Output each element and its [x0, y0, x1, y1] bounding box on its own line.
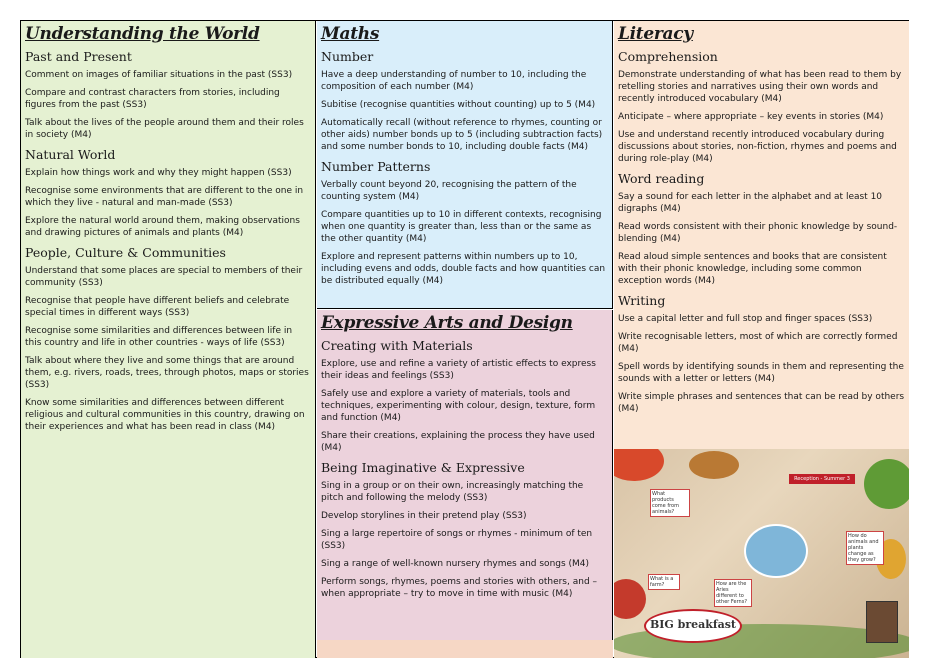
section-heading: Creating with Materials — [321, 338, 473, 353]
panel-title: Maths — [321, 24, 380, 44]
list-item: Spell words by identifying sounds in them and representing the sounds with a letter or letters (M4) — [618, 362, 904, 384]
section-heading: Being Imaginative & Expressive — [321, 460, 525, 475]
list-item: Sing a range of well-known nursery rhymes and songs (M4) — [321, 559, 590, 569]
list-item: Compare and contrast characters from stories, including figures from the past (SS3) — [25, 88, 280, 110]
list-item: Anticipate – where appropriate – key events in stories (M4) — [618, 112, 884, 122]
list-item: Read words consistent with their phonic knowledge by sound-blending (M4) — [618, 222, 898, 244]
topic-mindmap-image — [614, 449, 909, 658]
panel-title: Expressive Arts and Design — [321, 313, 573, 333]
section-heading: Word reading — [618, 171, 705, 186]
list-item: Subitise (recognise quantities without counting) up to 5 (M4) — [321, 100, 596, 110]
list-item: Have a deep understanding of number to 10, including the composition of each number (M4) — [321, 70, 587, 92]
list-item: Know some similarities and differences between different religious and cultural communities in this country, drawing on their experiences and what has been read in class (M4) — [25, 398, 305, 432]
section-heading: Comprehension — [618, 49, 718, 64]
maths-panel — [317, 21, 613, 309]
tomato-decoration — [614, 579, 646, 619]
list-item: Automatically recall (without reference to rhymes, counting or other aids) number bonds up to 5 (including subtraction facts) and some number bonds to 10, including double facts (M4) — [321, 118, 603, 152]
list-item: Recognise that people have different beliefs and celebrate special times in different ways (SS3) — [25, 296, 290, 318]
question-note: How are the Aries different to other Ferns? — [714, 579, 752, 607]
section-heading: Writing — [618, 293, 666, 308]
list-item: Use and understand recently introduced vocabulary during discussions about stories, non-fiction, rhymes and poems and during role-play (M4) — [618, 130, 897, 164]
topic-banner: Reception - Summer 3 — [789, 474, 855, 484]
panel-title: Literacy — [618, 24, 693, 44]
big-breakfast-logo: BIG breakfast — [644, 609, 742, 643]
list-item: Safely use and explore a variety of materials, tools and techniques, experimenting with colour, design, texture, form and function (M4) — [321, 389, 596, 423]
section-heading: Past and Present — [25, 49, 132, 64]
farm-circle-decoration — [744, 524, 808, 578]
section-heading: Natural World — [25, 147, 116, 162]
list-item: Recognise some similarities and differences between life in this country and life in other countries - ways of life (SS3) — [25, 326, 293, 348]
understanding-the-world-panel — [21, 21, 316, 658]
portrait-photo — [866, 601, 898, 643]
list-item: Explain how things work and why they might happen (SS3) — [25, 168, 292, 178]
list-item: Talk about where they live and some things that are around them, e.g. rivers, roads, trees, through photos, maps or stories (SS3) — [25, 356, 309, 390]
list-item: Verbally count beyond 20, recognising the pattern of the counting system (M4) — [321, 180, 577, 202]
list-item: Explore, use and refine a variety of artistic effects to express their ideas and feelings (SS3) — [321, 359, 596, 381]
panel-title: Understanding the World — [25, 24, 260, 44]
list-item: Explore the natural world around them, making observations and drawing pictures of animals and plants (M4) — [25, 216, 300, 238]
question-note: How do animals and plants change as they grow? — [846, 531, 884, 565]
leaf-decoration — [864, 459, 909, 509]
panel-footer-strip — [317, 640, 613, 658]
section-heading: Number — [321, 49, 374, 64]
list-item: Demonstrate understanding of what has been read to them by retelling stories and narratives using their own words and recently introduced vocabulary (M4) — [618, 70, 902, 104]
list-item: Write recognisable letters, most of which are correctly formed (M4) — [618, 332, 898, 354]
question-note: What is a farm? — [648, 574, 680, 590]
list-item: Say a sound for each letter in the alphabet and at least 10 digraphs (M4) — [618, 192, 883, 214]
list-item: Talk about the lives of the people around them and their roles in society (M4) — [25, 118, 304, 140]
list-item: Read aloud simple sentences and books that are consistent with their phonic knowledge, including some common exception words (M4) — [618, 252, 887, 286]
list-item: Use a capital letter and full stop and finger spaces (SS3) — [618, 314, 873, 324]
section-heading: People, Culture & Communities — [25, 245, 226, 260]
list-item: Sing in a group or on their own, increasingly matching the pitch and following the melody (SS3) — [321, 481, 584, 503]
list-item: Share their creations, explaining the process they have used (M4) — [321, 431, 595, 453]
literacy-panel — [614, 21, 909, 449]
list-item: Understand that some places are special to members of their community (SS3) — [25, 266, 303, 288]
question-note: What products come from animals? — [650, 489, 690, 517]
expressive-arts-panel — [317, 310, 613, 658]
list-item: Comment on images of familiar situations in the past (SS3) — [25, 70, 293, 80]
list-item: Develop storylines in their pretend play (SS3) — [321, 511, 527, 521]
section-heading: Number Patterns — [321, 159, 431, 174]
list-item: Write simple phrases and sentences that can be read by others (M4) — [618, 392, 905, 414]
list-item: Recognise some environments that are different to the one in which they live - natural and man-made (SS3) — [25, 186, 304, 208]
list-item: Compare quantities up to 10 in different contexts, recognising when one quantity is greater than, less than or the same as the other quantity (M4) — [321, 210, 602, 244]
list-item: Explore and represent patterns within numbers up to 10, including evens and odds, double facts and how quantities can be distributed equally (M4) — [321, 252, 606, 286]
list-item: Perform songs, rhymes, poems and stories with others, and – when appropriate – try to move in time with music (M4) — [321, 577, 598, 599]
bread-decoration — [689, 451, 739, 479]
list-item: Sing a large repertoire of songs or rhymes - minimum of ten (SS3) — [321, 529, 593, 551]
vegetable-decoration — [614, 449, 664, 481]
